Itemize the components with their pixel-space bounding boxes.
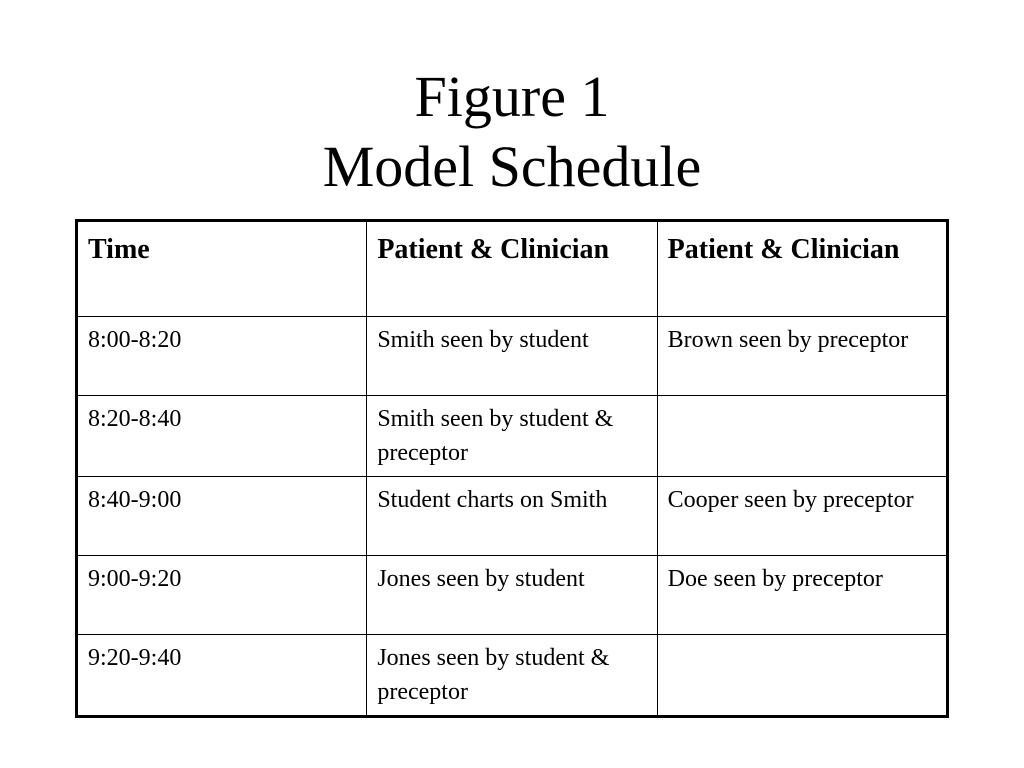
page-title (0, 62, 1024, 202)
table-header-row (77, 221, 948, 317)
table-cell: Student charts on Smith (367, 477, 657, 556)
table-row (77, 635, 948, 717)
table-cell: Doe seen by preceptor (657, 556, 947, 635)
table-row (77, 317, 948, 396)
schedule-table (75, 219, 949, 718)
time-cell: 9:20-9:40 (77, 635, 367, 717)
table-cell: Cooper seen by preceptor (657, 477, 947, 556)
table-cell: Jones seen by student & preceptor (367, 635, 657, 717)
title-line-figure: Figure 1 (414, 64, 610, 129)
table-row (77, 556, 948, 635)
table-cell: Smith seen by student (367, 317, 657, 396)
table-cell: Jones seen by student (367, 556, 657, 635)
time-cell: 8:00-8:20 (77, 317, 367, 396)
header-patient-clinician-2: Patient & Clinician (657, 221, 947, 317)
table-cell: Smith seen by student & preceptor (367, 396, 657, 477)
title-line-subtitle: Model Schedule (322, 134, 702, 199)
header-time: Time (77, 221, 367, 317)
time-cell: 8:40-9:00 (77, 477, 367, 556)
table-cell: Brown seen by preceptor (657, 317, 947, 396)
table-row (77, 477, 948, 556)
table-row (77, 396, 948, 477)
time-cell: 8:20-8:40 (77, 396, 367, 477)
table-cell (657, 635, 947, 717)
table-cell (657, 396, 947, 477)
time-cell: 9:00-9:20 (77, 556, 367, 635)
header-patient-clinician-1: Patient & Clinician (367, 221, 657, 317)
